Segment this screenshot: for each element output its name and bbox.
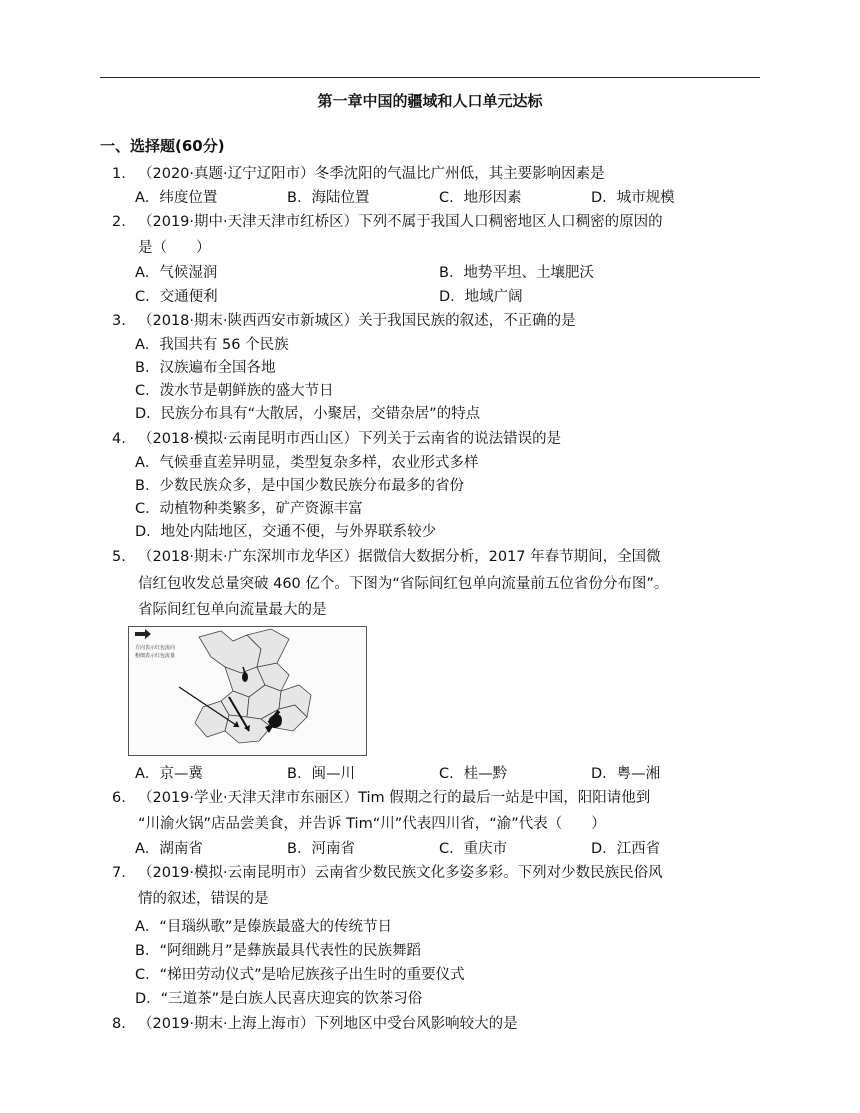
option-a[interactable]: A．气候湿润 — [135, 265, 218, 281]
question-stem: （2018·期末·陕西西安市新城区）关于我国民族的叙述，不正确的是 — [138, 313, 576, 329]
question-number: 7. — [112, 865, 126, 881]
question-number: 6. — [112, 790, 126, 806]
province-outlines — [195, 629, 311, 743]
option-b[interactable]: B．地势平坦、土壤肥沃 — [439, 265, 594, 281]
map-graphic — [129, 627, 366, 755]
option-c[interactable]: C．动植物种类繁多，矿产资源丰富 — [135, 501, 363, 517]
option-a[interactable]: A．“目瑙纵歌”是傣族最盛大的传统节日 — [135, 919, 392, 935]
question-5 — [112, 545, 762, 569]
question-6 — [112, 786, 762, 810]
question-stem: （2019·学业·天津天津市东丽区）Tim 假期之行的最后一站是中国，阳阳请他到 — [138, 790, 651, 806]
question-stem-continued: 情的叙述，错误的是 — [138, 891, 269, 907]
option-c[interactable]: C．“梯田劳动仪式”是哈尼族孩子出生时的重要仪式 — [135, 967, 465, 983]
section-heading: 一、选择题(60分) — [100, 137, 225, 155]
question-8 — [112, 1012, 762, 1036]
option-d[interactable]: D．地域广阔 — [439, 289, 523, 305]
option-c[interactable]: C．重庆市 — [439, 841, 508, 857]
question-stem: （2019·期末·上海上海市）下列地区中受台风影响较大的是 — [138, 1016, 518, 1032]
option-d[interactable]: D．民族分布具有“大散居，小聚居，交错杂居”的特点 — [135, 406, 481, 422]
option-d[interactable]: D．粤—湘 — [591, 766, 661, 782]
option-d[interactable]: D．地处内陆地区，交通不便，与外界联系较少 — [135, 524, 437, 540]
option-a[interactable]: A．京—冀 — [135, 766, 203, 782]
question-stem: （2018·模拟·云南昆明市西山区）下列关于云南省的说法错误的是 — [138, 431, 562, 447]
question-4 — [112, 427, 762, 451]
top-rule — [100, 77, 760, 78]
question-stem: （2019·期中·天津天津市红桥区）下列不属于我国人口稠密地区人口稠密的原因的 — [138, 214, 663, 230]
question-stem: （2018·期末·广东深圳市龙华区）据微信大数据分析，2017 年春节期间，全国微 — [138, 549, 661, 565]
question-3 — [112, 309, 762, 333]
option-c[interactable]: C．地形因素 — [439, 190, 522, 206]
map-legend-direction: 方向表示红包流向 — [135, 645, 176, 651]
option-b[interactable]: B．少数民族众多，是中国少数民族分布最多的省份 — [135, 478, 464, 494]
option-b[interactable]: B．河南省 — [287, 841, 355, 857]
question-number: 8. — [112, 1016, 126, 1032]
option-a[interactable]: A．纬度位置 — [135, 190, 218, 206]
map-legend-thickness: 粗细表示红包流量 — [135, 653, 176, 659]
option-a[interactable]: A．我国共有 56 个民族 — [135, 337, 289, 353]
question-stem: （2020·真题·辽宁辽阳市）冬季沈阳的气温比广州低，其主要影响因素是 — [138, 166, 605, 182]
option-c[interactable]: C．泼水节是朝鲜族的盛大节日 — [135, 383, 334, 399]
question-number: 3. — [112, 313, 126, 329]
question-stem-continued: 省际间红包单向流量最大的是 — [138, 602, 327, 618]
question-number: 1. — [112, 166, 126, 182]
option-b[interactable]: B．闽—川 — [287, 766, 355, 782]
option-b[interactable]: B．汉族遍布全国各地 — [135, 360, 276, 376]
red-packet-flow-map — [128, 626, 367, 756]
document-title: 第一章中国的疆域和人口单元达标 — [317, 92, 543, 110]
question-number: 2. — [112, 214, 126, 230]
option-b[interactable]: B．“阿细跳月”是彝族最具代表性的民族舞蹈 — [135, 943, 421, 959]
question-stem-continued: “川渝火锅”店品尝美食，并告诉 Tim“川”代表四川省，“渝”代表（ ） — [138, 816, 606, 832]
option-b[interactable]: B．海陆位置 — [287, 190, 370, 206]
option-a[interactable]: A．湖南省 — [135, 841, 203, 857]
question-2 — [112, 210, 762, 234]
question-stem-continued: 信红包收发总量突破 460 亿个。下图为“省际间红包单向流量前五位省份分布图”。 — [138, 576, 669, 592]
option-a[interactable]: A．气候垂直差异明显，类型复杂多样，农业形式多样 — [135, 455, 479, 471]
option-d[interactable]: D．城市规模 — [591, 190, 675, 206]
question-7 — [112, 861, 762, 885]
question-stem: （2019·模拟·云南昆明市）云南省少数民族文化多姿多彩。下列对少数民族民俗风 — [138, 865, 663, 881]
question-1 — [112, 162, 762, 186]
question-number: 5. — [112, 549, 126, 565]
option-d[interactable]: D．江西省 — [591, 841, 661, 857]
option-c[interactable]: C．交通便利 — [135, 289, 218, 305]
option-d[interactable]: D．“三道茶”是白族人民喜庆迎宾的饮茶习俗 — [135, 991, 423, 1007]
question-stem-continued: 是（ ） — [138, 240, 211, 256]
legend-arrow-icon — [135, 629, 151, 639]
question-number: 4. — [112, 431, 126, 447]
option-c[interactable]: C．桂—黔 — [439, 766, 508, 782]
